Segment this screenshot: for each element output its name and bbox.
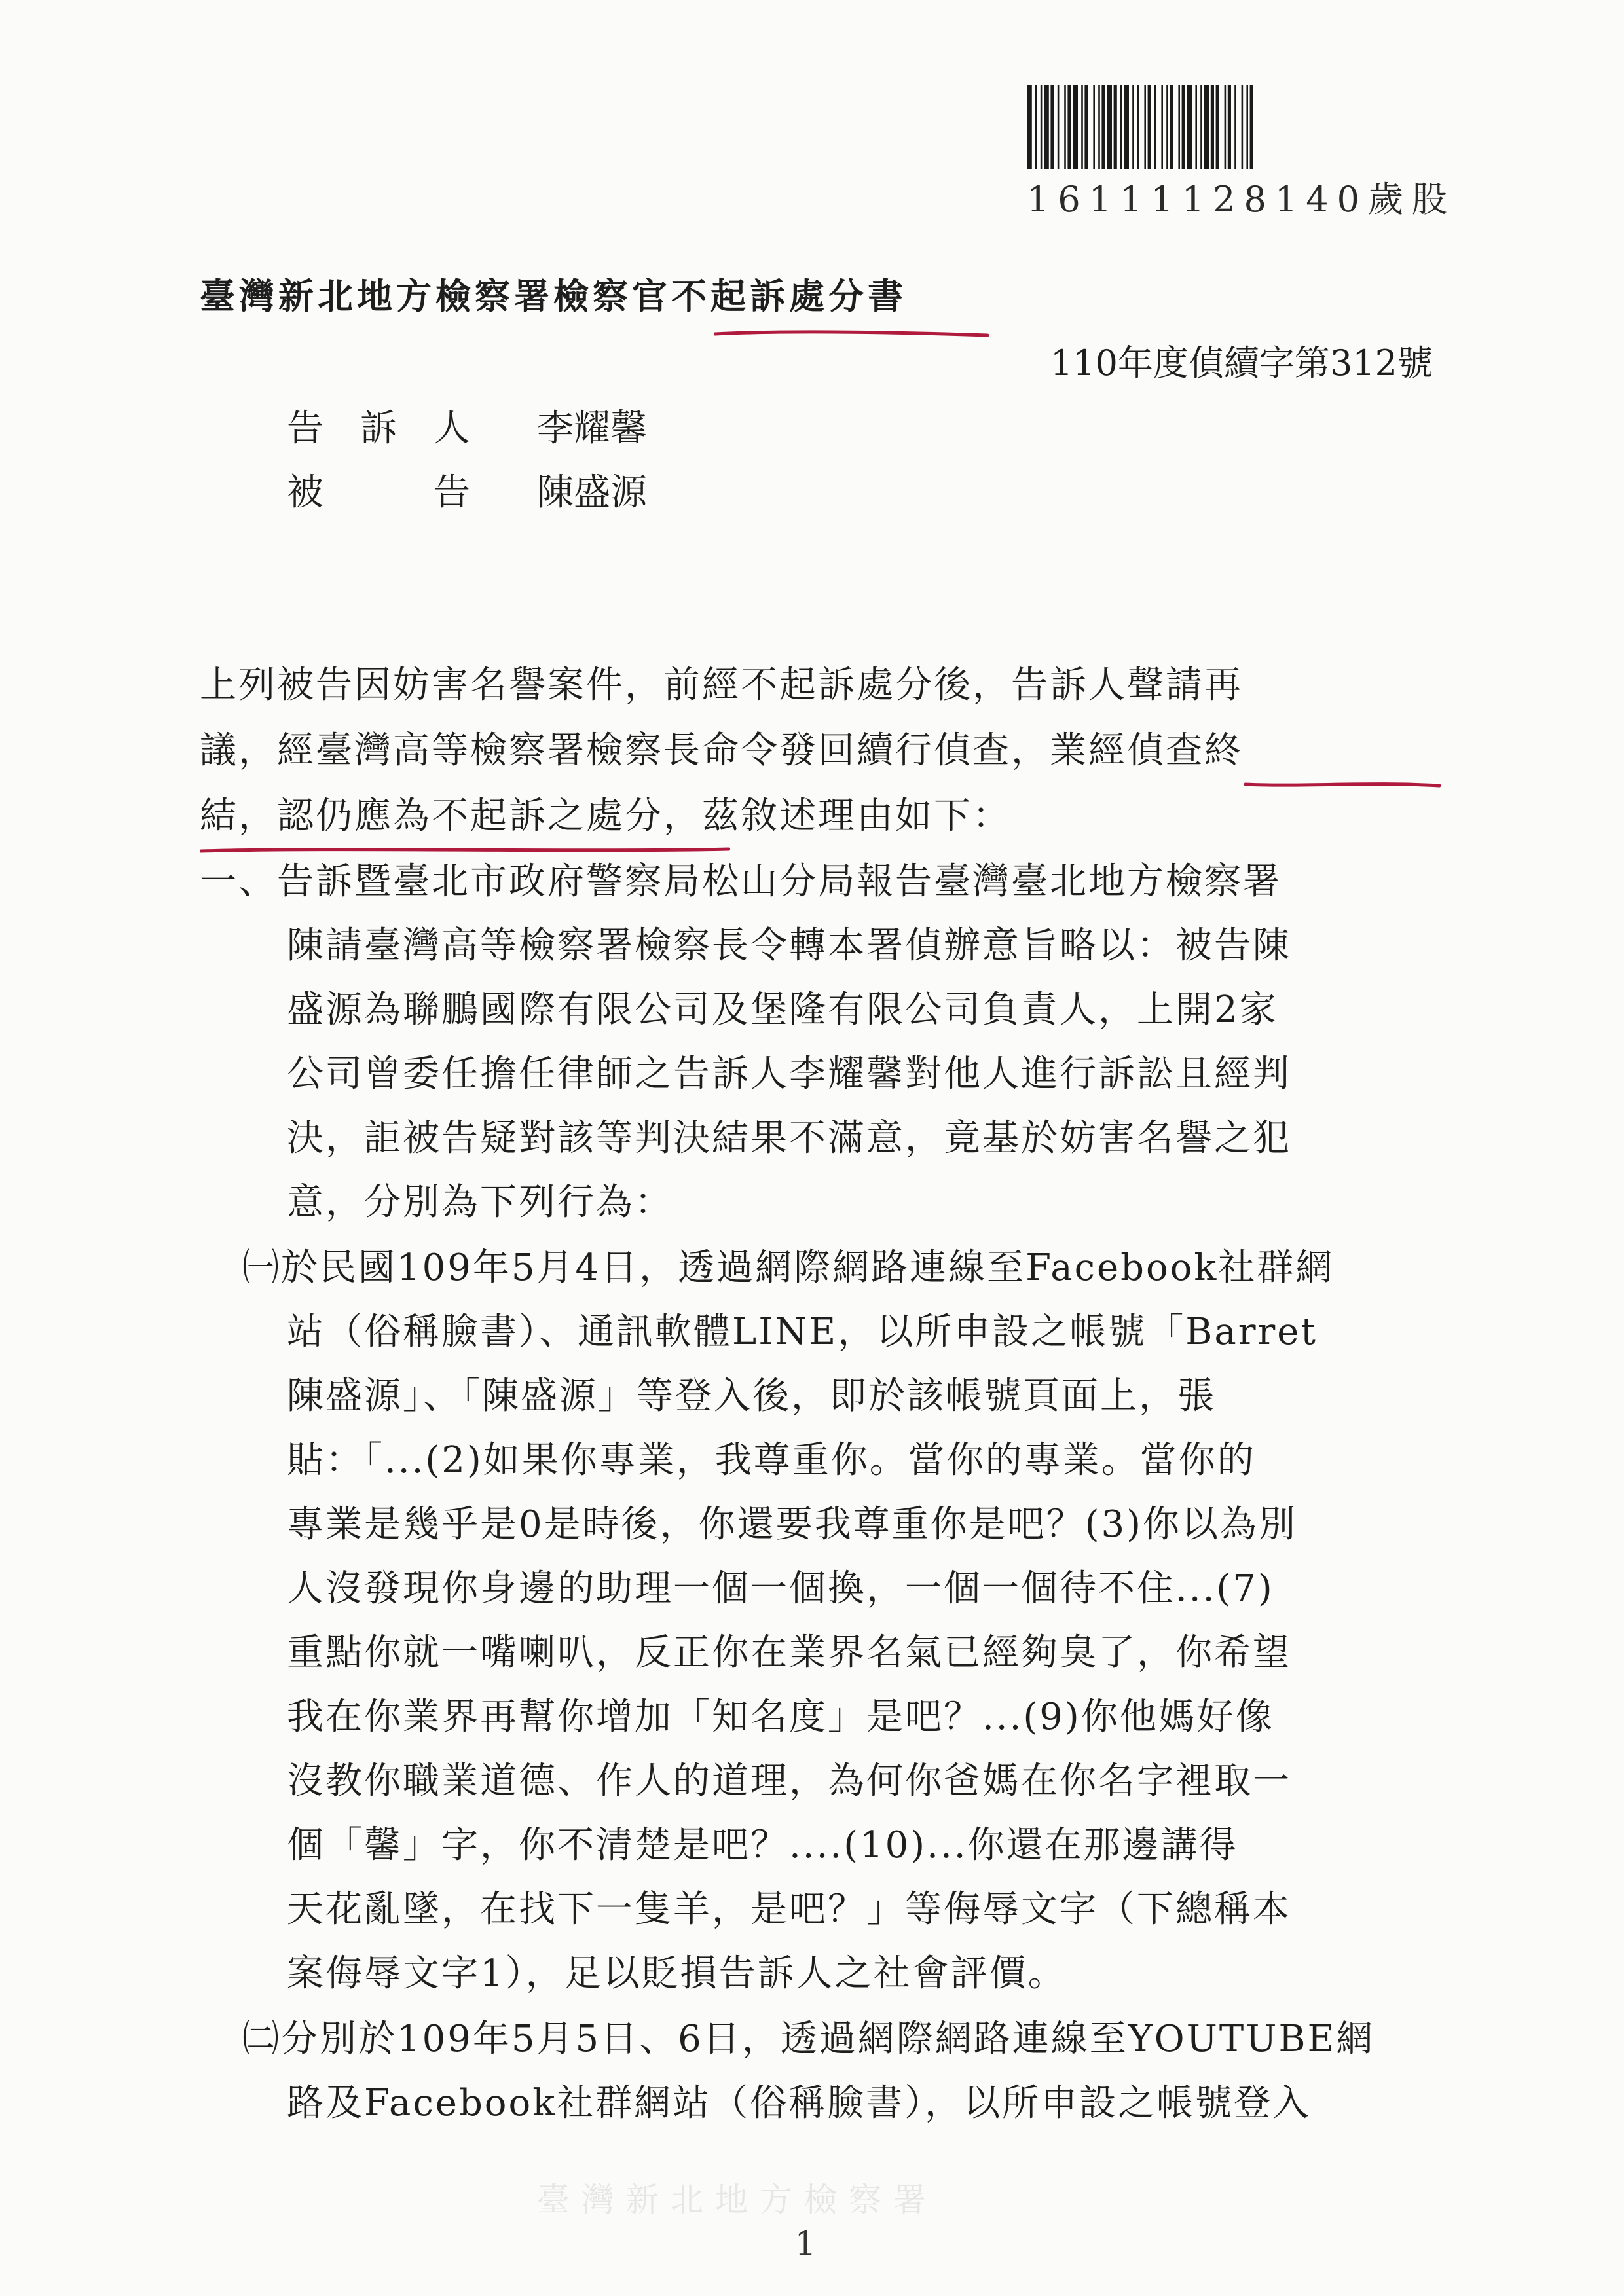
page-number: 1 bbox=[794, 2225, 817, 2264]
barcode-number: 16111128140歲股 bbox=[1027, 179, 1456, 220]
item-one-line: 站（俗稱臉書）、通訊軟體LINE，以所申設之帳號「Barret bbox=[287, 1311, 1318, 1353]
section-one-line: 意，分別為下列行為： bbox=[287, 1181, 673, 1224]
annotation-underline bbox=[200, 843, 730, 856]
item-one-line: 貼：「...(2)如果你專業，我尊重你。當你的專業。當你的 bbox=[287, 1439, 1256, 1482]
party-role: 告 訴 人 bbox=[287, 407, 470, 450]
item-one-line: 重點你就一嘴喇叭，反正你在業界名氣已經夠臭了，你希望 bbox=[287, 1631, 1291, 1674]
party-name: 李耀馨 bbox=[537, 407, 647, 450]
item-one-line: 個「馨」字，你不清楚是吧？....(10)...你還在那邊講得 bbox=[287, 1824, 1238, 1867]
intro-line: 結，認仍應為不起訴之處分，茲敘述理由如下： bbox=[200, 795, 1011, 837]
item-one-line: 我在你業界再幫你增加「知名度」是吧？...(9)你他媽好像 bbox=[287, 1696, 1274, 1738]
intro-line: 議，經臺灣高等檢察署檢察長命令發回續行偵查，業經偵查終 bbox=[200, 729, 1243, 772]
section-one-line: 公司曾委任擔任律師之告訴人李耀馨對他人進行訴訟且經判 bbox=[287, 1053, 1291, 1095]
item-one-line: 案侮辱文字1），足以貶損告訴人之社會評價。 bbox=[287, 1952, 1067, 1995]
item-two-line: ㈡分別於109年5月5日、6日，透過網際網路連線至YOUTUBE網 bbox=[242, 2018, 1375, 2060]
party-role: 被 告 bbox=[287, 471, 470, 514]
section-one-line: 陳請臺灣高等檢察署檢察長令轉本署偵辦意旨略以：被告陳 bbox=[287, 924, 1291, 967]
item-one-line: ㈠於民國109年5月4日，透過網際網路連線至Facebook社群網 bbox=[242, 1247, 1335, 1289]
section-one-line: 盛源為聯鵬國際有限公司及堡隆有限公司負責人，上開2家 bbox=[287, 989, 1278, 1031]
item-one-line: 天花亂墜，在找下一隻羊，是吧？」等侮辱文字（下總稱本 bbox=[287, 1888, 1291, 1931]
document-title: 臺灣新北地方檢察署檢察官不起訴處分書 bbox=[200, 275, 907, 317]
item-two-line: 路及Facebook社群網站（俗稱臉書），以所申設之帳號登入 bbox=[287, 2082, 1312, 2124]
item-one-line: 沒教你職業道德、作人的道理，為何你爸媽在你名字裡取一 bbox=[287, 1760, 1291, 1802]
faint-stamp: 臺灣新北地方檢察署 bbox=[537, 2181, 938, 2219]
section-one-line: 一、告訴暨臺北市政府警察局松山分局報告臺灣臺北地方檢察署 bbox=[200, 860, 1282, 903]
item-one-line: 專業是幾乎是0是時後，你還要我尊重你是吧？(3)你以為別 bbox=[287, 1503, 1297, 1546]
party-name: 陳盛源 bbox=[537, 471, 647, 514]
item-one-line: 陳盛源」、「陳盛源」等登入後，即於該帳號頁面上，張 bbox=[287, 1375, 1216, 1417]
annotation-underline bbox=[1244, 778, 1441, 791]
intro-line: 上列被告因妨害名譽案件，前經不起訴處分後，告訴人聲請再 bbox=[200, 664, 1243, 706]
section-one-line: 決，詎被告疑對該等判決結果不滿意，竟基於妨害名譽之犯 bbox=[287, 1117, 1291, 1159]
item-one-line: 人沒發現你身邊的助理一個一個換，一個一個待不住...(7) bbox=[287, 1567, 1274, 1610]
case-number: 110年度偵續字第312號 bbox=[1050, 342, 1433, 384]
